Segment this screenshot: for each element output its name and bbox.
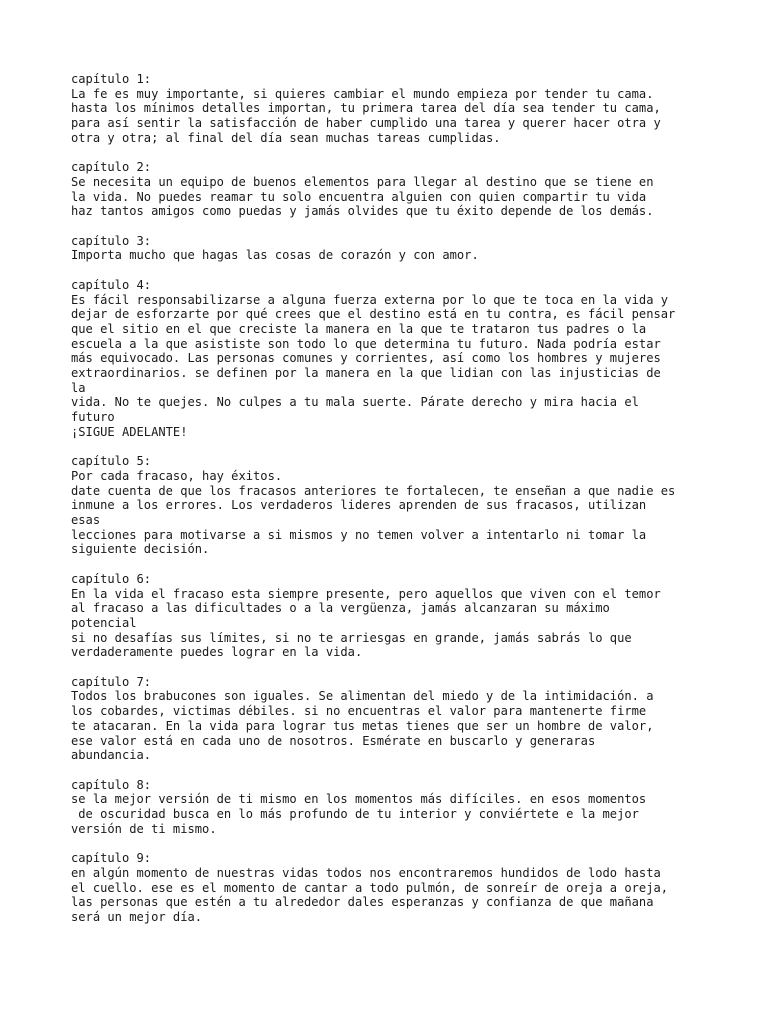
chapter-text-line: para así sentir la satisfacción de haber cumplido una tarea y querer hacer otra y [71, 116, 661, 131]
chapter-title: capítulo 7: [71, 674, 152, 689]
chapter-text-line: que el sitio en el que creciste la manera en la que te trataron tus padres o la [71, 321, 647, 336]
chapter-text-line: dejar de esforzarte por qué crees que el destino está en tu contra, es fácil pensar [71, 307, 676, 322]
chapter-text-line: esas [71, 513, 101, 528]
document-page [71, 72, 711, 939]
chapter-1 [71, 72, 711, 146]
chapter-text-line: futuro [71, 410, 115, 425]
chapter-3 [71, 234, 711, 263]
chapter-text-line: date cuenta de que los fracasos anteriores te fortalecen, te enseñan a que nadie es [71, 483, 676, 498]
chapter-text-line: verdaderamente puedes lograr en la vida. [71, 645, 363, 660]
chapter-title: capítulo 4: [71, 277, 152, 292]
chapter-text-line: te atacaran. En la vida para lograr tus metas tienes que ser un hombre de valor, [71, 718, 654, 733]
chapter-text-line: de oscuridad busca en lo más profundo de tu interior y conviértete e la mejor [71, 807, 639, 822]
chapter-text-line: la [71, 380, 86, 395]
chapter-2 [71, 160, 711, 219]
chapter-text-line: en algún momento de nuestras vidas todos nos encontraremos hundidos de lodo hasta [71, 865, 661, 880]
chapter-text-line: lecciones para motivarse a si mismos y no temen volver a intentarlo ni tomar la [71, 527, 647, 542]
chapter-4 [71, 278, 711, 440]
chapter-text-line: vida. No te quejes. No culpes a tu mala suerte. Párate derecho y mira hacia el [71, 395, 639, 410]
chapter-text-line: al fracaso a las dificultades o a la vergüenza, jamás alcanzaran su máximo [71, 601, 610, 616]
chapter-text-line: si no desafías sus límites, si no te arriesgas en grande, jamás sabrás lo que [71, 630, 632, 645]
chapter-text-line: versión de ti mismo. [71, 821, 217, 836]
chapter-text-line: ese valor está en cada uno de nosotros. Esmérate en buscarlo y generaras [71, 733, 596, 748]
chapter-text-line: potencial [71, 615, 137, 630]
chapter-text-line: Todos los brabucones son iguales. Se alimentan del miedo y de la intimidación. a [71, 689, 654, 704]
chapter-text-line: hasta los mínimos detalles importan, tu primera tarea del día sea tender tu cama, [71, 101, 661, 116]
chapter-text-line: inmune a los errores. Los verdaderos lideres aprenden de sus fracasos, utilizan [71, 498, 647, 513]
chapter-text-line: Importa mucho que hagas las cosas de corazón y con amor. [71, 248, 479, 263]
chapter-text-line: La fe es muy importante, si quieres cambiar el mundo empieza por tender tu cama. [71, 86, 654, 101]
chapter-title: capítulo 3: [71, 233, 152, 248]
chapter-text-line: extraordinarios. se definen por la manera en la que lidian con las injusticias de [71, 366, 661, 381]
chapter-text-line: los cobardes, victimas débiles. si no encuentras el valor para mantenerte firme [71, 704, 647, 719]
chapter-9 [71, 851, 711, 925]
chapter-text-line: siguiente decisión. [71, 542, 210, 557]
chapter-text-line: las personas que estén a tu alrededor dales esperanzas y confianza de que mañana [71, 895, 654, 910]
chapter-7 [71, 675, 711, 763]
chapter-text-line: será un mejor día. [71, 909, 203, 924]
chapter-text-line: la vida. No puedes reamar tu solo encuentra alguien con quien compartir tu vida [71, 189, 647, 204]
chapter-6 [71, 572, 711, 660]
chapter-title: capítulo 8: [71, 777, 152, 792]
chapter-text-line: En la vida el fracaso esta siempre presente, pero aquellos que viven con el temor [71, 586, 661, 601]
chapter-title: capítulo 1: [71, 72, 152, 86]
chapter-text-line: más equivocado. Las personas comunes y corrientes, así como los hombres y mujeres [71, 351, 661, 366]
chapter-5 [71, 454, 711, 557]
chapter-8 [71, 778, 711, 837]
chapter-text-line: otra y otra; al final del día sean muchas tareas cumplidas. [71, 130, 501, 145]
chapter-text-line: abundancia. [71, 748, 152, 763]
chapter-text-line: ¡SIGUE ADELANTE! [71, 424, 188, 439]
chapter-text-line: Por cada fracaso, hay éxitos. [71, 468, 283, 483]
chapter-text-line: Es fácil responsabilizarse a alguna fuerza externa por lo que te toca en la vida y [71, 292, 669, 307]
chapter-title: capítulo 2: [71, 160, 152, 175]
chapter-title: capítulo 6: [71, 571, 152, 586]
chapter-text-line: el cuello. ese es el momento de cantar a todo pulmón, de sonreír de oreja a oreja, [71, 880, 669, 895]
chapter-text-line: escuela a la que asististe son todo lo que determina tu futuro. Nada podría estar [71, 336, 661, 351]
chapter-text-line: Se necesita un equipo de buenos elementos para llegar al destino que se tiene en [71, 174, 654, 189]
chapter-text-line: se la mejor versión de ti mismo en los momentos más difíciles. en esos momentos [71, 792, 647, 807]
chapter-title: capítulo 5: [71, 454, 152, 469]
chapter-title: capítulo 9: [71, 851, 152, 866]
chapter-text-line: haz tantos amigos como puedas y jamás olvides que tu éxito depende de los demás. [71, 204, 654, 219]
